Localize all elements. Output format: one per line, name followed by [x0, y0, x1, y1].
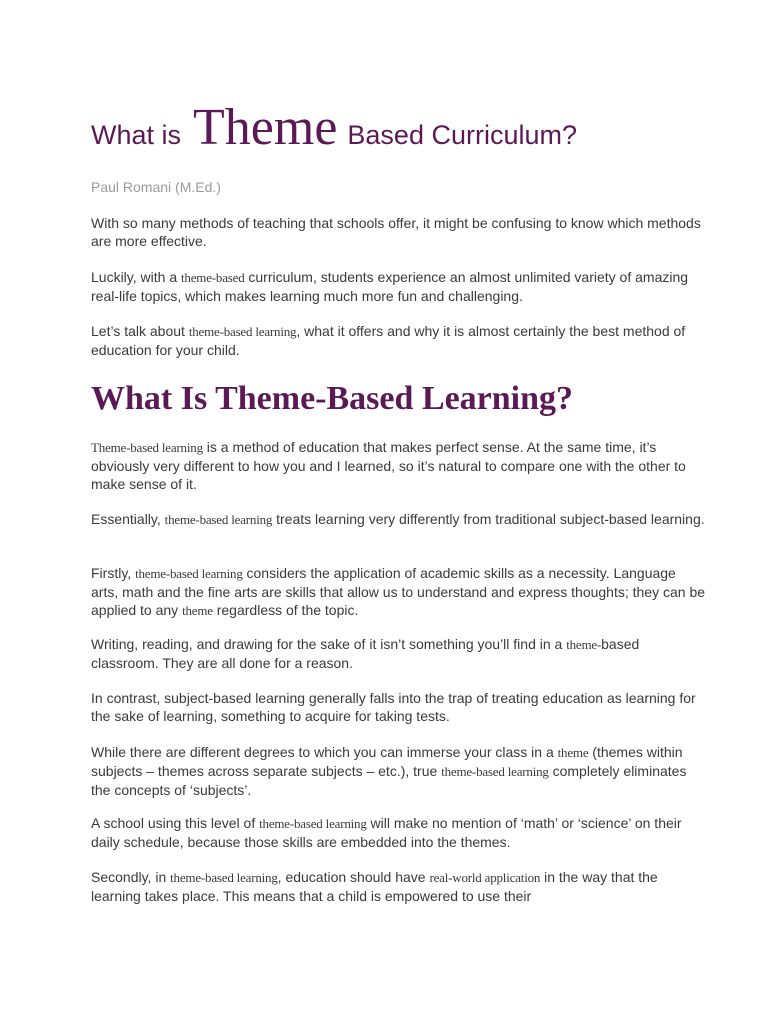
- section-heading: What Is Theme-Based Learning?: [91, 380, 574, 417]
- term-run: theme-based learning: [188, 324, 297, 339]
- text-run: , what it offers and why it is almost certainly the best method of education for your child.: [91, 323, 686, 358]
- term-run: theme: [557, 745, 589, 760]
- term-run: theme-based learning: [259, 816, 367, 831]
- section-paragraph-3: [91, 564, 706, 620]
- text-run: In contrast, subject-based learning generally falls into the trap of treating education as learning for the sake of learning, something to acquire for taking tests.: [91, 690, 696, 724]
- intro-paragraph-1: [91, 214, 706, 250]
- text-run: considers the application of academic skills as a necessity. Language arts, math and the fine arts are skills that allow us to understand and express thoughts; they can be applied to any: [91, 565, 706, 618]
- term-run: theme-based learning: [135, 566, 243, 581]
- text-run: Writing, reading, and drawing for the sake of it isn’t something you’ll find in a: [91, 636, 567, 652]
- text-run: completely eliminates the concepts of ‘subjects’.: [91, 763, 687, 798]
- text-run: , education should have: [277, 869, 430, 885]
- term-run: real-world application: [429, 870, 541, 885]
- text-run: will make no mention of ‘math’ or ‘science’ on their daily schedule, because those skills are embedded into the themes.: [91, 815, 682, 850]
- section-paragraph-1: [91, 438, 706, 493]
- title-theme-word: Theme: [193, 99, 338, 156]
- section-paragraph-8: [91, 868, 706, 905]
- section-paragraph-5: [91, 689, 706, 725]
- intro-paragraph-2: [91, 268, 706, 305]
- intro-paragraph-3: [91, 322, 706, 359]
- section-paragraph-4: [91, 635, 706, 672]
- text-run: based classroom. They are all done for a reason.: [91, 636, 640, 671]
- text-run: Secondly, in: [91, 869, 171, 885]
- document-title: [91, 98, 577, 165]
- intro-p1-text: With so many methods of teaching that schools offer, it might be confusing to know which methods are more effective.: [91, 215, 701, 249]
- section-paragraph-6: [91, 743, 706, 799]
- term-run: theme: [182, 603, 213, 618]
- text-run: (themes within subjects – themes across separate subjects – etc.), true: [91, 744, 683, 779]
- text-run: treats learning very differently from traditional subject-based learning.: [272, 511, 705, 527]
- title-part2: Based Curriculum?: [347, 120, 577, 150]
- section-paragraph-7: [91, 814, 706, 851]
- text-run: Firstly,: [91, 565, 136, 581]
- title-part1: What is: [91, 120, 182, 150]
- term-run: Theme-based learning: [91, 440, 203, 455]
- text-run: Let’s talk about: [91, 323, 189, 339]
- text-run: is a method of education that makes perfect sense. At the same time, it’s obviously very different to how you and I learned, so it’s natural to compare one with the other to make sense of it.: [91, 439, 686, 492]
- text-run: regardless of the topic.: [212, 602, 359, 618]
- term-run: theme-based: [181, 270, 245, 285]
- term-run: theme-based learning: [441, 764, 549, 779]
- text-run: A school using this level of: [91, 815, 260, 831]
- term-run: theme-: [566, 637, 602, 652]
- text-run: Luckily, with a: [91, 269, 181, 285]
- section-paragraph-2: [91, 510, 706, 529]
- text-run: in the way that the learning takes place. This means that a child is empowered to use their: [91, 869, 658, 904]
- term-run: theme-based learning: [164, 512, 273, 527]
- text-run: While there are different degrees to which you can immerse your class in a: [91, 744, 558, 760]
- term-run: theme-based learning: [170, 870, 278, 885]
- author-line: Paul Romani (M.Ed.): [91, 179, 221, 195]
- text-run: Essentially,: [91, 511, 165, 527]
- text-run: curriculum, students experience an almost unlimited variety of amazing real-life topics, which makes learning much more fun and challenging.: [91, 269, 689, 304]
